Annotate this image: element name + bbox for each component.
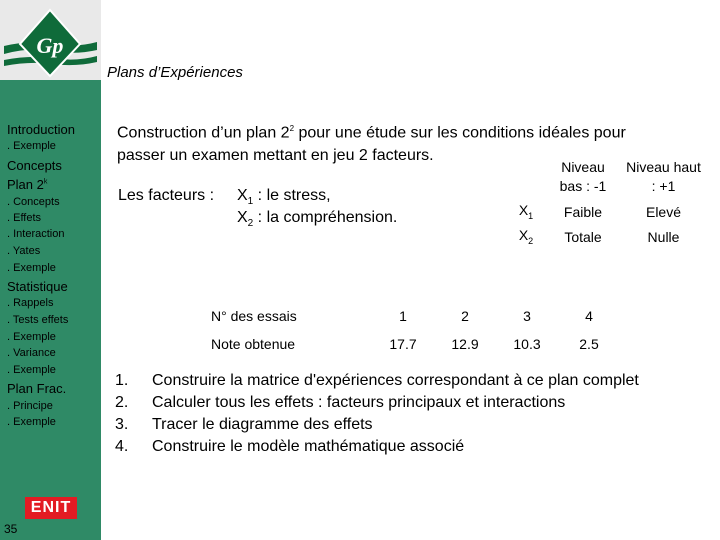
levels-cell-high: Nulle [647,228,680,245]
levels-header-row [508,155,705,199]
sidebar-item-introduction[interactable]: Introduction [7,122,75,137]
sidebar-item-interaction[interactable]: . Interaction [7,228,65,240]
sidebar-item-plan-2k[interactable] [7,177,47,192]
factor-2-var: X [237,209,248,226]
sidebar-item-tests-effets[interactable]: . Tests effets [7,314,69,326]
scores-row-label: Note obtenue [211,336,296,352]
levels-header-low: Niveau bas : -1 [559,159,607,194]
sidebar-item-statistique[interactable]: Statistique [7,279,68,294]
sidebar-item-exemple[interactable]: . Exemple [7,140,56,152]
factor-1 [237,187,331,207]
levels-row [508,224,705,249]
intro-line-2: passer un examen mettant en jeu 2 facteurs. [117,147,434,164]
trial-cell: 4 [585,308,593,324]
score-cell: 17.7 [389,336,417,352]
levels-cell-low: Totale [564,228,602,245]
sidebar-item-plan-2k-sup: k [43,178,48,186]
logo-text: Gp [36,33,64,58]
sidebar-item-exemple-5[interactable]: . Exemple [7,416,56,428]
list-item [115,392,639,414]
trials-table [203,302,620,358]
factor-2-sub: 2 [247,218,254,230]
trial-cell: 1 [399,308,407,324]
list-item-number: 3. [115,416,129,433]
trial-cell: 2 [461,308,469,324]
sidebar-item-exemple-3[interactable]: . Exemple [7,331,56,343]
trials-row [203,302,620,330]
enit-logo: ENIT [25,497,77,519]
factors-label: Les facteurs : [118,187,215,204]
sidebar-item-yates[interactable]: . Yates [7,245,41,257]
levels-cell-low: Faible [563,203,603,220]
score-cell: 10.3 [513,336,541,352]
list-item-number: 4. [115,438,129,455]
levels-row [508,199,705,224]
levels-row-var [508,199,544,224]
intro-line-1 [117,124,626,142]
page-number: 35 [4,522,18,536]
intro-line-1-a: Construction d’un plan 2 [117,124,290,142]
factor-2-text: : la compréhension. [253,209,398,226]
list-item-text: Construire le modèle mathématique associé [152,438,465,455]
sidebar-item-plan-frac[interactable]: Plan Frac. [7,381,67,396]
factor-2 [237,209,397,229]
score-cell: 12.9 [451,336,479,352]
gp-logo-icon [0,0,101,80]
score-cell: 2.5 [579,336,599,352]
sidebar-item-plan-2k-label: Plan 2 [7,177,44,192]
trials-row-label: N° des essais [211,308,297,324]
logo-area [0,0,101,80]
levels-var-x: X [518,202,529,219]
factor-1-text: : le stress, [253,187,331,204]
sidebar-item-exemple-4[interactable]: . Exemple [7,364,56,376]
levels-header-high: Niveau haut : +1 [626,159,701,194]
intro-exponent: 2 [289,124,295,133]
intro-line-1-b: pour une étude sur les conditions idéales pour [294,124,626,142]
list-item-text: Construire la matrice d'expériences correspondant à ce plan complet [152,372,639,389]
levels-var-x: X [518,227,529,244]
list-item [115,370,639,392]
page-header-title: Plans d’Expériences [107,64,243,81]
factor-1-var: X [237,187,248,204]
sidebar-item-principe[interactable]: . Principe [7,400,53,412]
sidebar-item-exemple-2[interactable]: . Exemple [7,262,56,274]
levels-var-sub: 1 [528,210,534,221]
sidebar-item-effets[interactable]: . Effets [7,212,42,224]
trial-cell: 3 [523,308,531,324]
levels-corner [508,155,544,199]
sidebar-item-rappels[interactable]: . Rappels [7,297,54,309]
list-item-number: 1. [115,372,129,389]
sidebar-item-concepts-sub[interactable]: . Concepts [7,196,60,208]
levels-cell-high: Elevé [645,203,682,220]
list-item [115,414,639,436]
sidebar-item-variance[interactable]: . Variance [7,347,56,359]
levels-table [508,155,705,249]
list-item [115,436,639,458]
task-list [115,370,639,458]
scores-row [203,330,620,358]
levels-var-sub: 2 [528,235,534,246]
list-item-number: 2. [115,394,129,411]
list-item-text: Tracer le diagramme des effets [152,416,373,433]
list-item-text: Calculer tous les effets : facteurs principaux et interactions [152,394,566,411]
sidebar-item-concepts[interactable]: Concepts [7,158,62,173]
factor-1-sub: 1 [247,196,254,208]
levels-row-var [508,224,544,249]
